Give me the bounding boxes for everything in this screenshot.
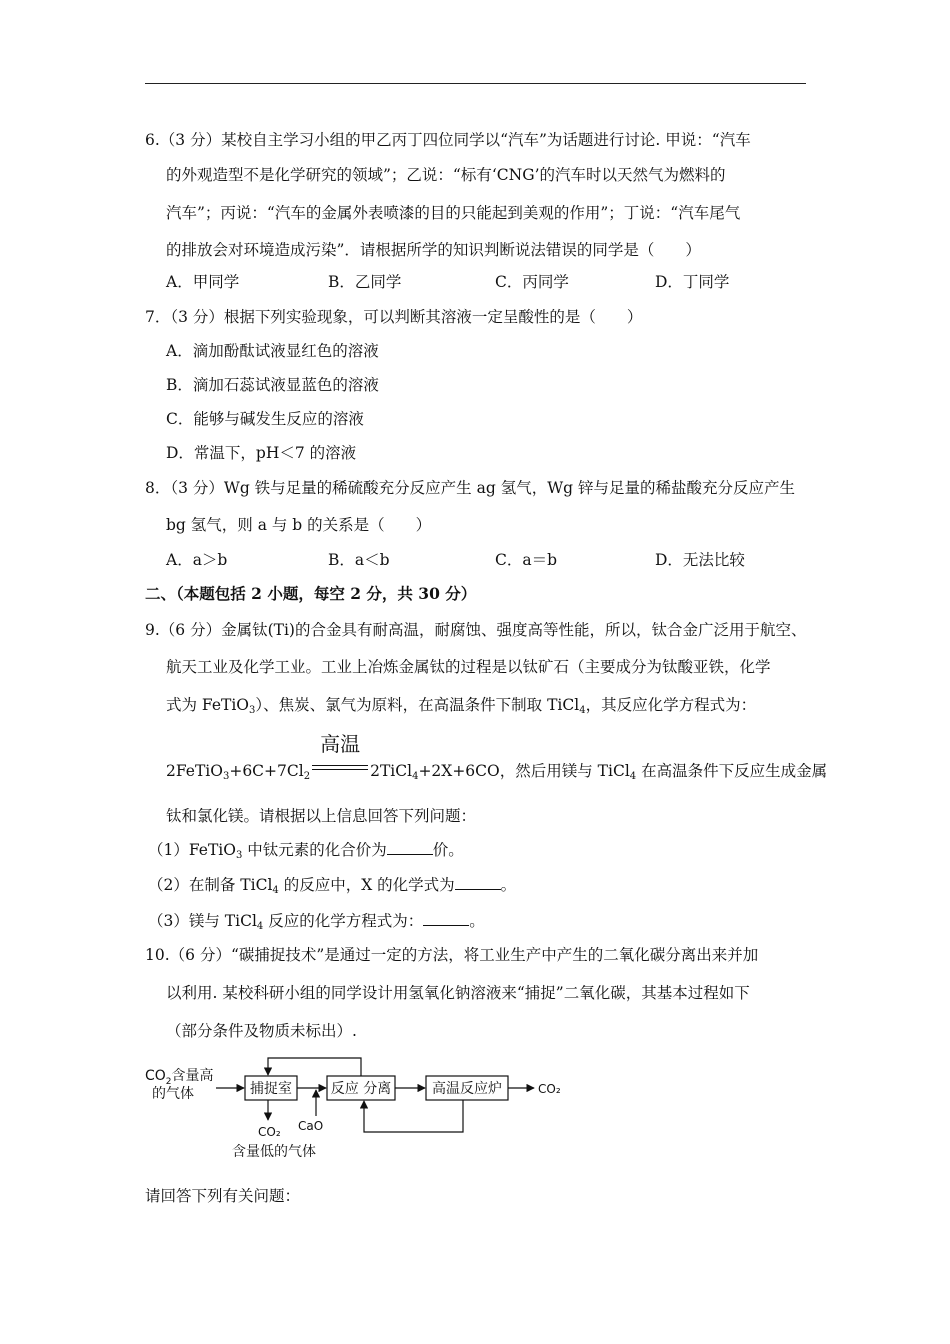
q6-line-4: 的排放会对环境造成污染”．请根据所学的知识判断说法错误的同学是（ ）: [166, 241, 701, 259]
q10-after-text: 请回答下列有关问题：: [145, 1187, 301, 1205]
q8-line-1: 8．（3 分）Wg 铁与足量的稀硫酸充分反应产生 ag 氢气，Wg 锌与足量的稀盐酸充分反应产生: [145, 479, 795, 497]
q9-line-2: 航天工业及化学工业。工业上冶炼金属钛的过程是以钛矿石（主要成分为钛酸亚铁，化学: [166, 658, 771, 676]
header-rule: [145, 83, 806, 84]
q6-option-d: D．丁同学: [655, 273, 730, 291]
low-co2-gas-label: 含量低的气体: [232, 1144, 316, 1160]
q6-line-1: 6.（3 分）某校自主学习小组的甲乙丙丁四位同学以“汽车”为话题进行讨论. 甲说：“汽车: [145, 131, 751, 149]
q7-option-d: D．常温下，pH＜7 的溶液: [166, 444, 357, 462]
recycle-loop-top: [268, 1058, 361, 1076]
section-heading: 二、（本题包括 2 小题，每空 2 分，共 30 分）: [145, 584, 477, 603]
reaction-arrow: [310, 732, 370, 776]
q8-option-a: A．a＞b: [166, 551, 228, 569]
furnace-label: 高温反应炉: [432, 1081, 502, 1097]
q7-stem: 7．（3 分）根据下列实验现象，可以判断其溶液一定呈酸性的是（ ）: [145, 308, 643, 326]
q9-line-1: 9.（6 分）金属钛(Ti)的合金具有耐高温，耐腐蚀、强度高等性能，所以，钛合金广泛用于航空、: [145, 621, 807, 639]
cao-label: CaO: [298, 1119, 324, 1133]
q8-option-d: D．无法比较: [655, 551, 745, 569]
q9-line-5: 钛和氯化镁。请根据以上信息回答下列问题：: [166, 807, 477, 825]
q10-line-3: （部分条件及物质未标出）.: [166, 1022, 357, 1040]
q6-option-c: C．丙同学: [495, 273, 569, 291]
input-gas-label-1: $CO_2$含量高: [145, 1068, 214, 1087]
q9-sub-1: （1）FeTiO$_3$ 中钛元素的化合价为 价。: [148, 841, 464, 861]
output-co2-label: CO₂: [538, 1082, 561, 1096]
q9-sub-2: （2）在制备 TiCl$_4$ 的反应中，X 的化学式为 。: [148, 876, 517, 896]
down-co2-label: CO₂: [258, 1125, 281, 1139]
q6-line-2: 的外观造型不是化学研究的领域”；乙说：“标有‘CNG’的汽车时以天然气为燃料的: [166, 166, 726, 184]
q6-option-a: A．甲同学: [166, 273, 240, 291]
q7-option-c: C．能够与碱发生反应的溶液: [166, 410, 364, 428]
q9-equation: $2FeTiO_3+6C+7Cl_2$ 高温 2TiCl$_4$+2X+6CO，然后用镁与 TiCl$_4$ 在高温条件下反应生成金属: [166, 732, 828, 782]
q6-option-b: B．乙同学: [328, 273, 402, 291]
reaction-separation-label: 反应 分离: [330, 1081, 392, 1097]
q10-line-1: 10.（6 分）“碳捕捉技术”是通过一定的方法，将工业生产中产生的二氧化碳分离出来并加: [145, 946, 759, 964]
recycle-loop-bottom: [364, 1100, 463, 1132]
q6-line-3: 汽车”；丙说：“汽车的金属外表喷漆的目的只能起到美观的作用”；丁说：“汽车尾气: [166, 204, 741, 222]
q10-line-2: 以利用. 某校科研小组的同学设计用氢氧化钠溶液来“捕捉”二氧化碳，其基本过程如下: [166, 984, 750, 1002]
answer-blank-1[interactable]: [387, 840, 433, 855]
answer-blank-2[interactable]: [455, 875, 501, 890]
q9-line-3: 式为 FeTiO$_3$）、焦炭、氯气为原料，在高温条件下制取 TiCl$_4$，其反应化学方程式为：: [166, 696, 757, 716]
answer-blank-3[interactable]: [423, 911, 469, 926]
input-gas-label-2: 的气体: [152, 1086, 194, 1102]
q9-sub-3: （3）镁与 TiCl$_4$ 反应的化学方程式为： 。: [148, 912, 485, 932]
q7-option-b: B．滴加石蕊试液显蓝色的溶液: [166, 376, 379, 394]
carbon-capture-flow-diagram: [140, 1050, 580, 1170]
q8-line-2: bg 氢气，则 a 与 b 的关系是（ ）: [166, 516, 432, 534]
q7-option-a: A．滴加酚酞试液显红色的溶液: [166, 342, 379, 360]
q8-option-b: B．a＜b: [328, 551, 390, 569]
reaction-condition: 高温: [320, 732, 361, 756]
capture-chamber-label: 捕捉室: [250, 1081, 292, 1097]
q8-option-c: C．a＝b: [495, 551, 558, 569]
